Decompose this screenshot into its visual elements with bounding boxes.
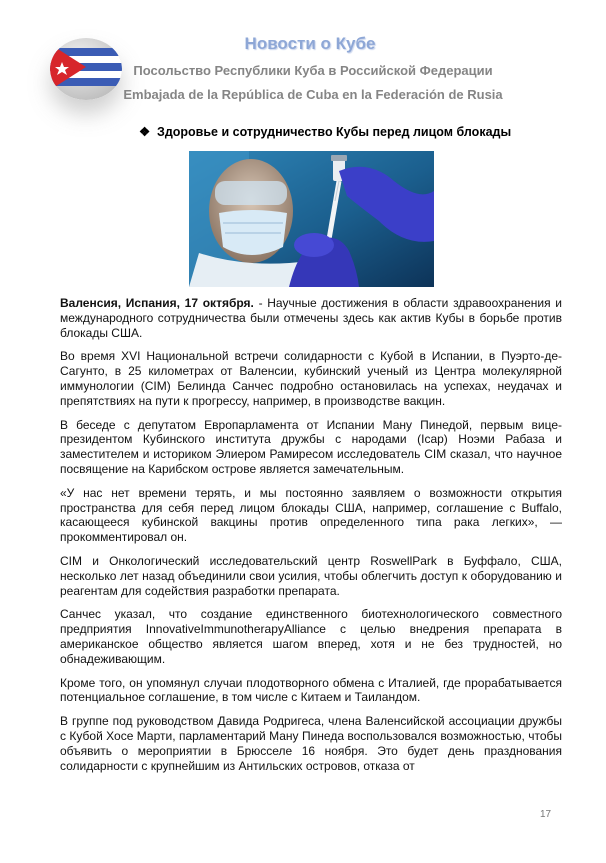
article-paragraph: В группе под руководством Давида Родригеса, члена Валенсийской ассоциации дружбы с Кубой Хосе Марти, парламентарий Ману Пинеда воспользовался возможностью, чтобы объявить о мероприятии в Брюсселе 16 ноября. Это будет день празднования солидарности с крупнейшим из Антильских островов, отказа от [60,714,562,773]
diamond-bullet-icon: ❖ [139,125,151,139]
page-number: 17 [540,809,552,820]
scientist-with-vaccine-vial-photo [189,151,434,287]
paragraph-text: - Научные достижения в области здравоохранения и международного сотрудничества были отмечены здесь как актив Кубы в борьбе против блокады США. [60,296,563,340]
article-paragraph: Во время XVI Национальной встречи солидарности с Кубой в Испании, в Пуэрто-де-Сагунто, в 25 километрах от Валенсии, кубинский ученый из Центра молекулярной иммунологии (CIM) Белинда Санчес подробно остановилась на успехах, неудачах и препятствиях на пути к прогрессу, например, в производстве вакцин. [60,349,562,408]
article-paragraph: В беседе с депутатом Европарламента от Испании Ману Пинедой, первым вице-президентом Кубинского института дружбы с народами (Icap) Ноэми Рабаза и заместителем и историком Элиером Рамиресом исследователь CIM сказал, что научное посвящение на Карибском острове является замечательным. [60,417,562,476]
cuba-flag-globe-icon [50,38,122,100]
headline-text: Здоровье и сотрудничество Кубы перед лицом блокады [157,125,512,139]
embassy-name-russian: Посольство Республики Куба в Российской Федерации [133,63,493,78]
article-paragraph: Санчес указал, что создание единственного биотехнологического совместного предприятия InnovativeImmunotherapyAlliance с целью внедрения препарата в американское общество является шагом вперед, хотя и не без трудностей, но обнадеживающим. [60,607,562,666]
site-title: Новости о Кубе [244,34,376,53]
article-body [60,296,562,782]
article-paragraph: Кроме того, он упомянул случаи плодотворного обмена с Италией, где прорабатывается потенциальное соглашение, в том числе с Китаем и Таиландом. [60,675,562,705]
dateline: Валенсия, Испания, 17 октября. [60,296,254,310]
article-paragraph: CIM и Онкологический исследовательский центр RoswellPark в Буффало, США, несколько лет назад объединили свои усилия, чтобы облегчить доступ к оборудованию и реагентам для содействия разработки препарата. [60,553,562,598]
embassy-name-spanish: Embajada de la República de Cuba en la Federación de Rusia [123,87,503,102]
article-headline [139,124,559,139]
article-paragraph [60,296,562,340]
article-paragraph: «У нас нет времени терять, и мы постоянно заявляем о возможности открытия пространства для себя перед лицом блокады США, например, соглашение с Buffalo, касающееся кубинской вакцины против определенного типа рака легких», — прокомментировал он. [60,485,562,545]
